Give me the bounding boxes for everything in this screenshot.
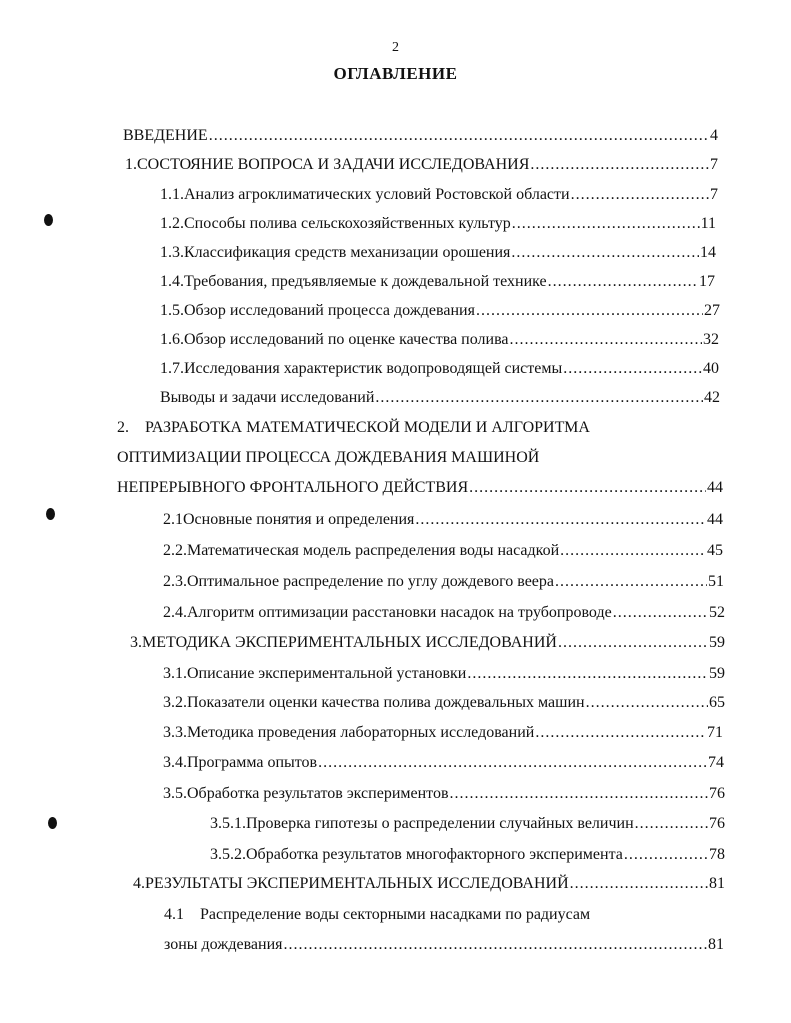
toc-entry-text: Оптимальное распределение по углу дождевого веера	[187, 573, 554, 590]
toc-entry-number: 2.	[117, 419, 129, 436]
leader-dots	[469, 478, 706, 498]
toc-entry	[130, 633, 725, 653]
toc-entry-text: РАЗРАБОТКА МАТЕМАТИЧЕСКОЙ МОДЕЛИ И АЛГОРИТМА	[145, 419, 590, 436]
page-number: 2	[392, 40, 399, 55]
leader-dots	[555, 572, 707, 592]
leader-dots	[450, 784, 708, 804]
toc-entry	[163, 664, 725, 684]
toc-entry-text: Алгоритм оптимизации расстановки насадок на трубопроводе	[187, 604, 612, 621]
toc-entry-number: 3.3.	[163, 724, 187, 741]
toc-entry-text: Проверка гипотезы о распределении случайных величин	[246, 815, 634, 832]
toc-page-number: 59	[709, 634, 725, 651]
toc-entry	[163, 753, 724, 773]
leader-dots	[530, 155, 709, 175]
toc-page-number: 7	[710, 156, 718, 173]
toc-entry-number: 4.	[133, 875, 145, 892]
toc-entry-text: ВВЕДЕНИЕ	[123, 127, 208, 144]
leader-dots	[635, 814, 708, 834]
toc-entry-number: 1.	[125, 156, 137, 173]
page-title: ОГЛАВЛЕНИЕ	[333, 64, 458, 83]
toc-page-number: 65	[709, 694, 725, 711]
toc-entry	[160, 330, 719, 350]
toc-entry	[160, 243, 716, 263]
leader-dots	[558, 633, 708, 653]
toc-page-number: 76	[709, 785, 725, 802]
toc-entry-text: Классификация средств механизации орошения	[184, 244, 511, 261]
toc-entry-text: Обзор исследований по оценке качества полива	[184, 331, 509, 348]
leader-dots	[535, 723, 706, 743]
leader-dots	[560, 541, 706, 561]
toc-entry	[160, 359, 719, 379]
toc-entry-number: 3.5.2.	[210, 846, 246, 863]
leader-dots	[209, 126, 709, 146]
toc-entry-number: 4.1	[164, 906, 184, 923]
toc-entry-text: Описание экспериментальной установки	[187, 665, 467, 682]
leader-dots	[563, 359, 702, 379]
toc-entry-number: 3.5.1.	[210, 815, 246, 832]
toc-page-number: 44	[707, 511, 723, 528]
leader-dots	[613, 603, 708, 623]
toc-entry-text: Программа опытов	[187, 754, 318, 771]
toc-entry-text: Показатели оценки качества полива дождевальных машин	[187, 694, 585, 711]
leader-dots	[512, 214, 700, 234]
toc-entry	[160, 214, 716, 234]
toc-entry-number: 1.1.	[160, 186, 184, 203]
toc-page-number: 17	[699, 273, 715, 290]
leader-dots	[548, 272, 698, 292]
toc-entry-text: Анализ агроклиматических условий Ростовской области	[184, 186, 570, 203]
binder-hole-mark	[44, 214, 53, 226]
toc-entry-text: РЕЗУЛЬТАТЫ ЭКСПЕРИМЕНТАЛЬНЫХ ИССЛЕДОВАНИЙ	[145, 875, 569, 892]
leader-dots	[318, 753, 707, 773]
toc-entry-text: СОСТОЯНИЕ ВОПРОСА И ЗАДАЧИ ИССЛЕДОВАНИЯ	[137, 156, 530, 173]
toc-entry	[123, 126, 718, 146]
toc-entry-number: 1.5.	[160, 302, 184, 319]
toc-entry-text: Распределение воды секторными насадками по радиусам	[200, 906, 591, 923]
binder-hole-mark	[48, 817, 57, 829]
toc-entry-number: 3.5.	[163, 785, 187, 802]
leader-dots	[570, 874, 708, 894]
toc-page-number: 40	[703, 360, 719, 377]
toc-entry-text: Выводы и задачи исследований	[160, 389, 375, 406]
toc-page-number: 7	[710, 186, 718, 203]
toc-entry-text: Обработка результатов многофакторного эксперимента	[246, 846, 623, 863]
toc-entry-text: Исследования характеристик водопроводящей системы	[184, 360, 563, 377]
toc-page-number: 42	[704, 389, 720, 406]
leader-dots	[476, 301, 703, 321]
leader-dots	[586, 693, 708, 713]
toc-entry-number: 1.3.	[160, 244, 184, 261]
toc-page-number: 76	[709, 815, 725, 832]
toc-entry	[163, 784, 725, 804]
toc-entry	[163, 693, 725, 713]
toc-entry-text: зоны дождевания	[164, 936, 283, 953]
toc-entry-text: Способы полива сельскохозяйственных культур	[184, 215, 511, 232]
toc-entry-number: 1.6.	[160, 331, 184, 348]
binder-hole-mark	[46, 508, 55, 520]
toc-entry	[160, 388, 720, 408]
toc-entry-number: 3.	[130, 634, 142, 651]
toc-entry	[117, 478, 723, 498]
toc-page-number: 78	[709, 846, 725, 863]
toc-entry-number: 2.2.	[163, 542, 187, 559]
leader-dots	[511, 243, 699, 263]
leader-dots	[624, 845, 708, 865]
toc-entry-text: МЕТОДИКА ЭКСПЕРИМЕНТАЛЬНЫХ ИССЛЕДОВАНИЙ	[142, 634, 557, 651]
toc-entry-number: 2.4.	[163, 604, 187, 621]
toc-entry-text: Методика проведения лабораторных исследований	[187, 724, 535, 741]
toc-entry	[160, 301, 720, 321]
toc-page-number: 27	[704, 302, 720, 319]
toc-entry	[163, 572, 724, 592]
toc-entry-number: 3.2.	[163, 694, 187, 711]
toc-page-number: 59	[709, 665, 725, 682]
toc-entry-heading-line	[117, 418, 590, 438]
toc-entry	[163, 510, 723, 530]
toc-entry-number: 2.1	[163, 511, 183, 528]
toc-entry-text: Требования, предъявляемые к дождевальной технике	[184, 273, 547, 290]
toc-entry	[210, 814, 725, 834]
toc-entry	[163, 603, 725, 623]
toc-page-number: 14	[700, 244, 716, 261]
toc-entry	[125, 155, 718, 175]
toc-page-number: 4	[710, 127, 718, 144]
toc-entry-text: Математическая модель распределения воды насадкой	[187, 542, 560, 559]
leader-dots	[467, 664, 708, 684]
toc-entry-number: 3.4.	[163, 754, 187, 771]
toc-entry-text: НЕПРЕРЫВНОГО ФРОНТАЛЬНОГО ДЕЙСТВИЯ	[117, 479, 469, 496]
toc-entry-number: 1.7.	[160, 360, 184, 377]
toc-entry-heading-line	[164, 905, 590, 925]
toc-entry	[160, 185, 718, 205]
leader-dots	[415, 510, 706, 530]
toc-entry-number: 2.3.	[163, 573, 187, 590]
toc-entry-number: 3.1.	[163, 665, 187, 682]
toc-page-number: 51	[708, 573, 724, 590]
toc-entry-text: Обзор исследований процесса дождевания	[184, 302, 475, 319]
leader-dots	[284, 935, 707, 955]
toc-page-number: 81	[708, 936, 724, 953]
toc-page-number: 74	[708, 754, 724, 771]
leader-dots	[571, 185, 709, 205]
toc-entry	[160, 272, 715, 292]
leader-dots	[510, 330, 702, 350]
toc-entry	[133, 874, 725, 894]
toc-page-number: 44	[707, 479, 723, 496]
toc-page-number: 71	[707, 724, 723, 741]
toc-page-number: 32	[703, 331, 719, 348]
toc-entry-text: ОПТИМИЗАЦИИ ПРОЦЕССА ДОЖДЕВАНИЯ МАШИНОЙ	[117, 449, 540, 466]
toc-entry-number: 1.4.	[160, 273, 184, 290]
toc-page-number: 52	[709, 604, 725, 621]
toc-entry-text: Основные понятия и определения	[183, 511, 415, 528]
toc-entry	[210, 845, 725, 865]
toc-entry-text: Обработка результатов экспериментов	[187, 785, 449, 802]
toc-page-number: 45	[707, 542, 723, 559]
toc-entry	[163, 541, 723, 561]
toc-entry	[164, 935, 724, 955]
toc-page-number: 81	[709, 875, 725, 892]
toc-page-number: 11	[700, 215, 716, 232]
toc-entry-heading-line	[117, 448, 539, 468]
leader-dots	[375, 388, 703, 408]
toc-entry-number: 1.2.	[160, 215, 184, 232]
toc-entry	[163, 723, 723, 743]
